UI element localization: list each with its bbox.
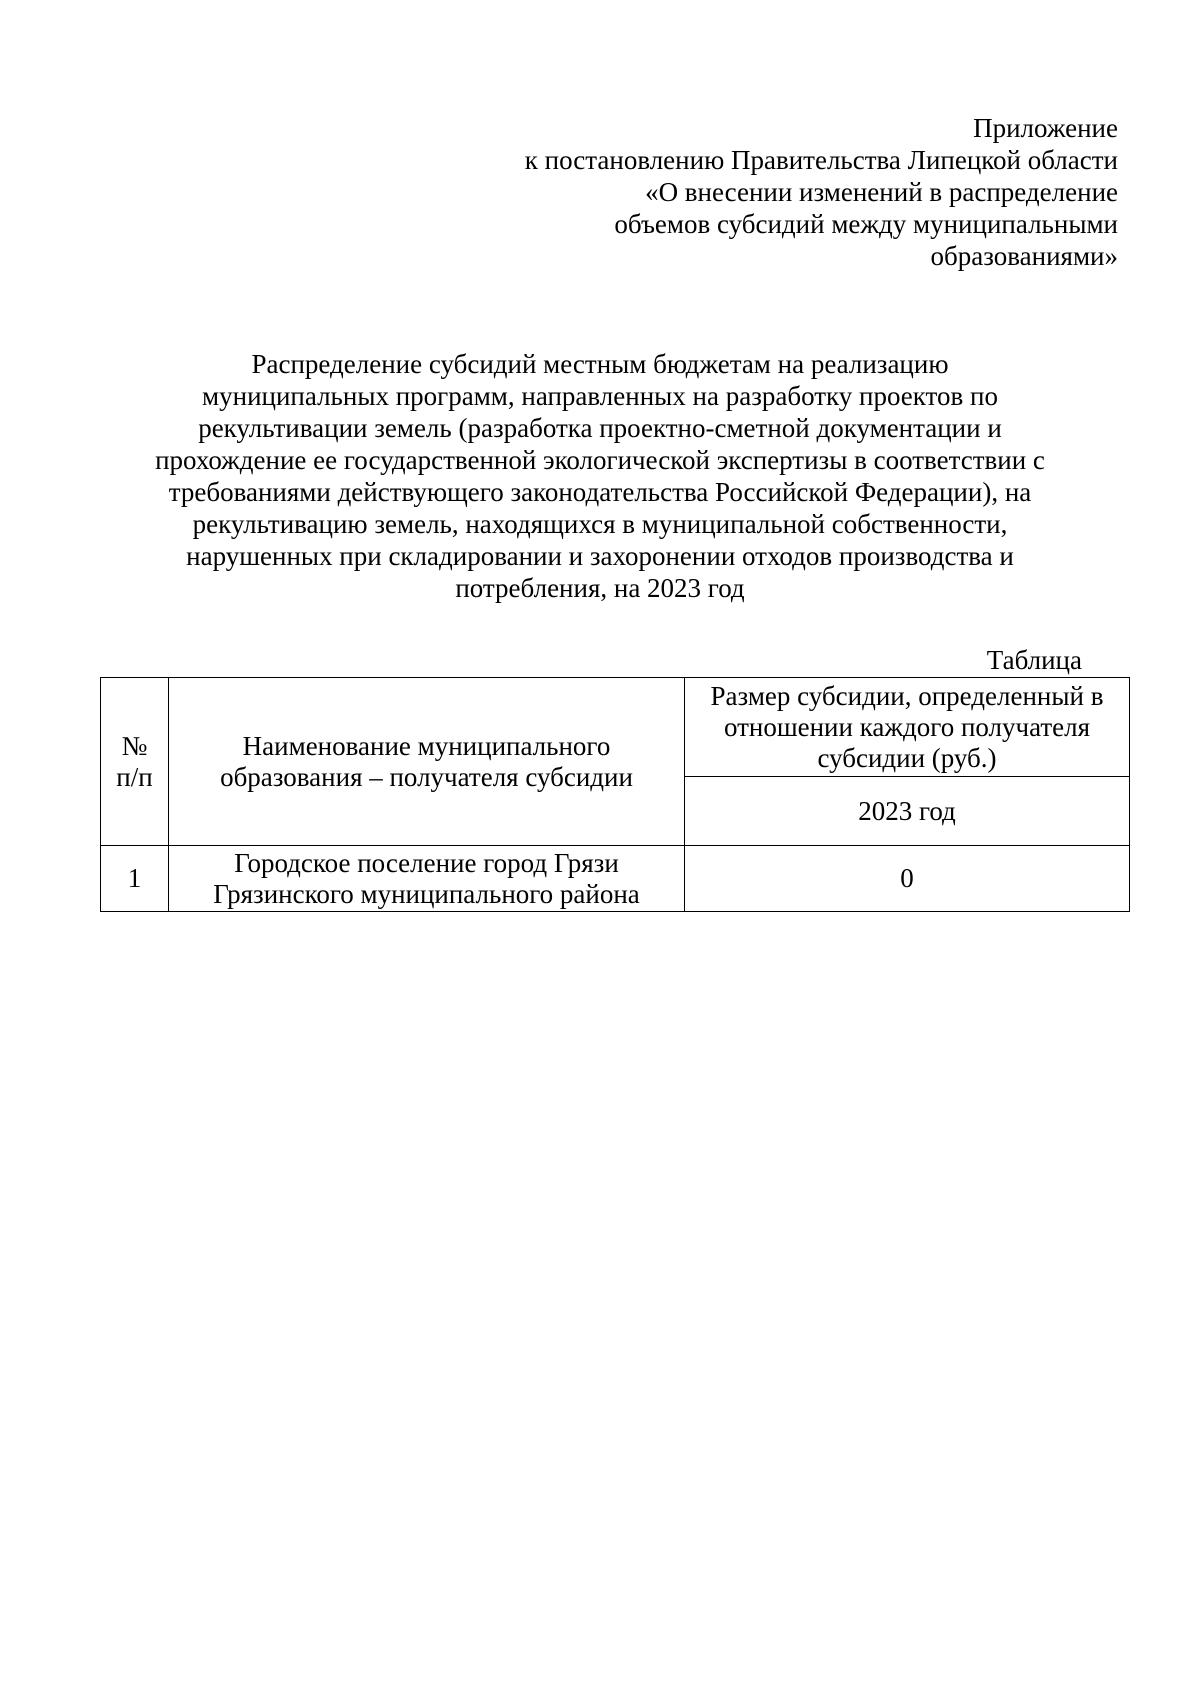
cell-name-line: Городское поселение город Грязи: [234, 847, 619, 878]
table-header-row: [101, 678, 1130, 777]
title-line: рекультивацию земель, находящихся в муниципальной собственности,: [192, 509, 1008, 539]
title-line: муниципальных программ, направленных на разработку проектов по: [202, 381, 998, 411]
appendix-line: «О внесении изменений в распределение: [645, 177, 1118, 207]
title-line: рекультивации земель (разработка проектно-сметной документации и: [198, 413, 1002, 443]
header-num-line: п/п: [116, 761, 153, 792]
header-num-line: №: [121, 730, 148, 761]
cell-value: 0: [685, 846, 1130, 912]
header-size-line: отношении каждого получателя: [723, 711, 1091, 742]
header-size-line: Размер субсидии, определенный в: [710, 680, 1104, 711]
appendix-line: объемов субсидий между муниципальными: [614, 209, 1118, 239]
subsidy-table: [100, 677, 1130, 912]
title-line: нарушенных при складировании и захоронении отходов производства и: [186, 541, 1014, 571]
title-line: требованиями действующего законодательства Российской Федерации), на: [168, 477, 1032, 507]
header-num: [101, 678, 169, 846]
cell-num: 1: [101, 846, 169, 912]
appendix-line: Приложение: [973, 113, 1118, 143]
title-line: прохождение ее государственной экологической экспертизы в соответствии с: [155, 445, 1045, 475]
header-name-line: образования – получателя субсидии: [220, 761, 633, 792]
appendix-line: к постановлению Правительства Липецкой области: [524, 145, 1118, 175]
header-year: 2023 год: [685, 777, 1130, 846]
title-line: Распределение субсидий местным бюджетам на реализацию: [251, 349, 949, 379]
cell-name-line: Грязинского муниципального района: [213, 878, 640, 909]
title-line: потребления, на 2023 год: [455, 573, 745, 603]
appendix-line: образованиями»: [930, 241, 1118, 271]
header-name-line: Наименование муниципального: [242, 730, 611, 761]
header-name: [169, 678, 685, 846]
document-title: [100, 348, 1100, 604]
header-size: [685, 678, 1130, 777]
table-caption: Таблица: [986, 645, 1082, 675]
cell-name: [169, 846, 685, 912]
appendix-header: [418, 112, 1118, 272]
header-size-line: субсидии (руб.): [817, 742, 997, 773]
table-row: [101, 846, 1130, 912]
